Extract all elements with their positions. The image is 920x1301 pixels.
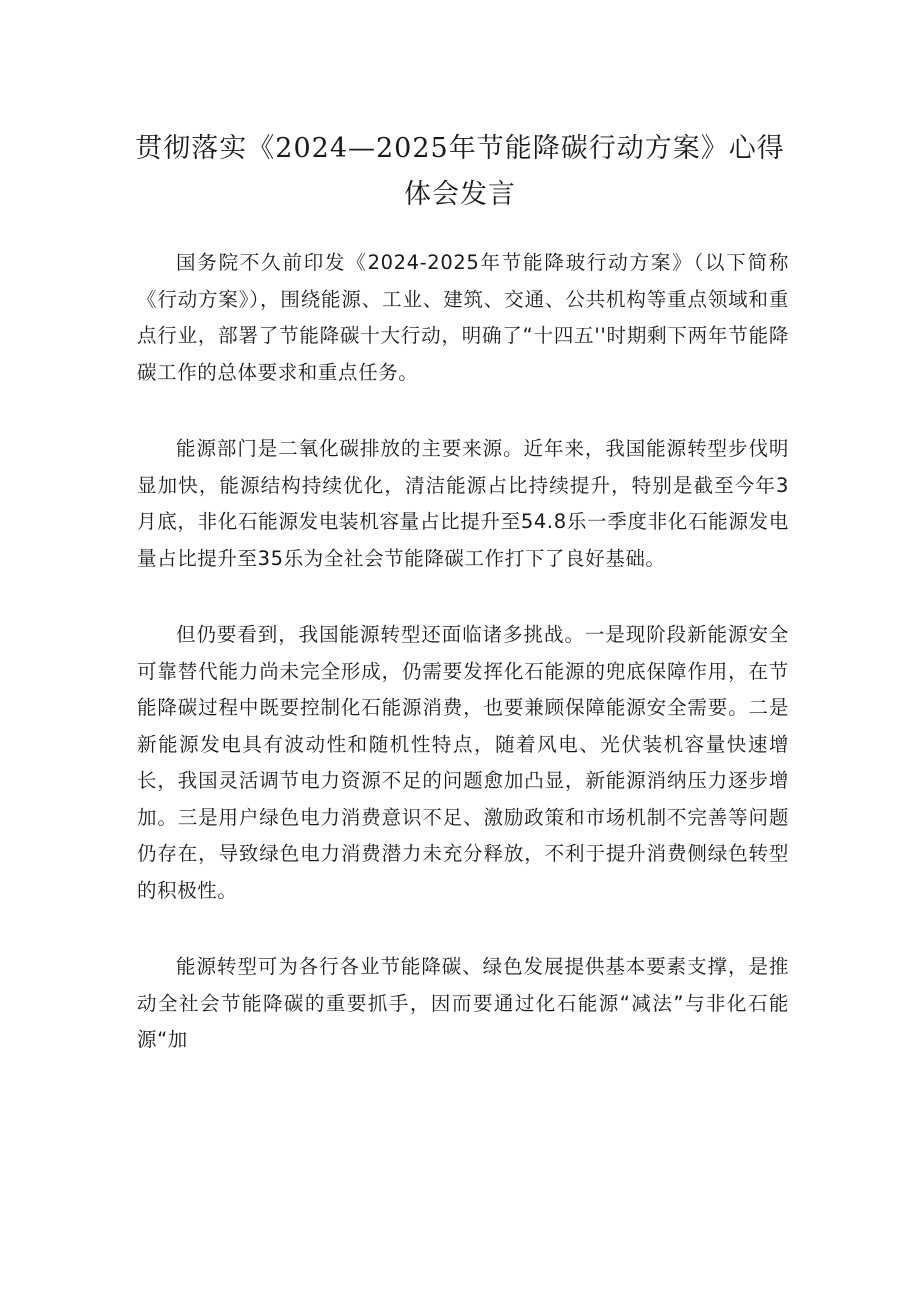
paragraph-1: 国务院不久前印发《2024-2025年节能降玻行动方案》（以下简称《行动方案》），围绕能源、工业、建筑、交通、公共机构等重点领域和重点行业，部署了节能降碳十大行动，明确了“十四五''时期剩下两年节能降碳工作的总体要求和重点任务。 <box>137 251 789 384</box>
paragraph-4: 能源转型可为各行各业节能降碳、绿色发展提供基本要素支撑，是推动全社会节能降碳的重要抓手，因而要通过化石能源“减法”与非化石能源“加 <box>137 955 789 1051</box>
paragraph-2: 能源部门是二氧化碳排放的主要来源。近年来，我国能源转型步伐明显加快，能源结构持续优化，清洁能源占比持续提升，特别是截至今年3月底，非化石能源发电装机容量占比提升至54.8乐一季度非化石能源发电量占比提升至35乐为全社会节能降碳工作打下了良好基础。 <box>137 437 789 570</box>
title-line-1: 贯彻落实《2024—2025年节能降碳行动方案》心得 <box>135 133 785 164</box>
document-title <box>120 126 800 218</box>
document-body <box>137 245 789 1099</box>
title-line-2: 体会发言 <box>404 179 516 210</box>
paragraph-3: 但仍要看到，我国能源转型还面临诸多挑战。一是现阶段新能源安全可靠替代能力尚未完全形成，仍需要发挥化石能源的兜底保障作用，在节能降碳过程中既要控制化石能源消费，也要兼顾保障能源安全需要。二是新能源发电具有波动性和随机性特点，随着风电、光伏装机容量快速增长，我国灵活调节电力资源不足的问题愈加凸显，新能源消纳压力逐步增加。三是用户绿色电力消费意识不足、激励政策和市场机制不完善等问题仍存在，导致绿色电力消费潜力未充分释放，不利于提升消费侧绿色转型的积极性。 <box>137 623 789 902</box>
